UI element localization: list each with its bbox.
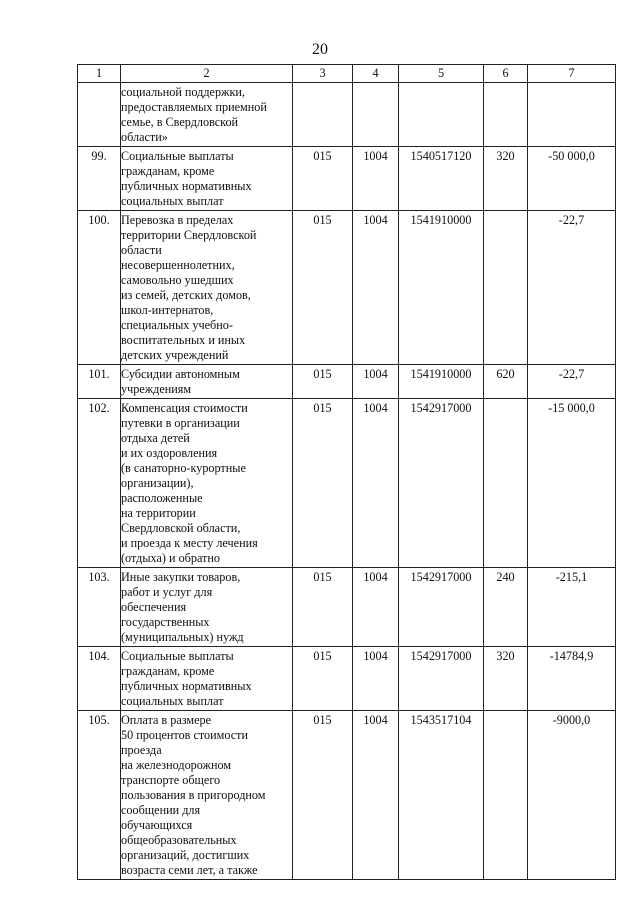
table-header <box>78 65 616 83</box>
row-code-4: 1004 <box>353 211 399 365</box>
row-number: 100. <box>78 211 121 365</box>
row-name: Компенсация стоимости путевки в организации отдыха детей и их оздоровления (в санаторно-курортные организации), расположенные на территории Свердловской области, и проезда к месту лечения (отдыха) и обратно <box>121 399 293 568</box>
row-code-6: 240 <box>484 568 528 647</box>
row-code-5: 1541910000 <box>399 365 484 399</box>
row-number: 101. <box>78 365 121 399</box>
row-number: 102. <box>78 399 121 568</box>
table-row <box>78 211 616 365</box>
table-row <box>78 365 616 399</box>
row-name: Перевозка в пределах территории Свердловской области несовершеннолетних, самовольно ушедших из семей, детских домов, школ-интернатов, специальных учебно- воспитательных и иных детских учреждений <box>121 211 293 365</box>
column-header-1: 1 <box>78 65 121 83</box>
row-amount: -14784,9 <box>528 647 616 711</box>
row-number: 105. <box>78 711 121 880</box>
row-amount <box>528 83 616 147</box>
row-code-4: 1004 <box>353 711 399 880</box>
table-row <box>78 647 616 711</box>
row-code-4: 1004 <box>353 147 399 211</box>
column-header-5: 5 <box>399 65 484 83</box>
table-row <box>78 711 616 880</box>
row-amount: -15 000,0 <box>528 399 616 568</box>
row-amount: -22,7 <box>528 365 616 399</box>
row-code-6: 620 <box>484 365 528 399</box>
row-code-3 <box>293 83 353 147</box>
row-code-6 <box>484 211 528 365</box>
row-code-6 <box>484 83 528 147</box>
table-row <box>78 83 616 147</box>
row-code-5: 1542917000 <box>399 647 484 711</box>
row-code-3: 015 <box>293 365 353 399</box>
row-number: 104. <box>78 647 121 711</box>
row-code-5: 1543517104 <box>399 711 484 880</box>
column-header-4: 4 <box>353 65 399 83</box>
row-amount: -9000,0 <box>528 711 616 880</box>
row-code-6: 320 <box>484 647 528 711</box>
budget-table <box>77 64 616 880</box>
table-row <box>78 147 616 211</box>
row-name: Оплата в размере 50 процентов стоимости проезда на железнодорожном транспорте общего пользования в пригородном сообщении для обучающихся общеобразовательных организаций, достигших возраста семи лет, а также <box>121 711 293 880</box>
row-code-5: 1541910000 <box>399 211 484 365</box>
page-number: 20 <box>312 41 328 58</box>
row-code-4: 1004 <box>353 399 399 568</box>
row-code-3: 015 <box>293 399 353 568</box>
row-code-3: 015 <box>293 647 353 711</box>
row-name: Социальные выплаты гражданам, кроме публичных нормативных социальных выплат <box>121 147 293 211</box>
row-code-3: 015 <box>293 211 353 365</box>
row-code-3: 015 <box>293 568 353 647</box>
row-code-5 <box>399 83 484 147</box>
row-amount: -215,1 <box>528 568 616 647</box>
row-code-4: 1004 <box>353 647 399 711</box>
row-code-6 <box>484 399 528 568</box>
row-code-4: 1004 <box>353 568 399 647</box>
row-name: Субсидии автономным учреждениям <box>121 365 293 399</box>
row-code-5: 1540517120 <box>399 147 484 211</box>
table-body <box>78 83 616 880</box>
header-row <box>78 65 616 83</box>
row-number: 99. <box>78 147 121 211</box>
row-code-6 <box>484 711 528 880</box>
row-amount: -50 000,0 <box>528 147 616 211</box>
table-row <box>78 399 616 568</box>
row-name: Социальные выплаты гражданам, кроме публичных нормативных социальных выплат <box>121 647 293 711</box>
row-amount: -22,7 <box>528 211 616 365</box>
row-code-4 <box>353 83 399 147</box>
column-header-2: 2 <box>121 65 293 83</box>
row-number: 103. <box>78 568 121 647</box>
row-name: социальной поддержки, предоставляемых приемной семье, в Свердловской области» <box>121 83 293 147</box>
column-header-7: 7 <box>528 65 616 83</box>
table-row <box>78 568 616 647</box>
row-code-5: 1542917000 <box>399 568 484 647</box>
row-code-4: 1004 <box>353 365 399 399</box>
row-number <box>78 83 121 147</box>
row-code-6: 320 <box>484 147 528 211</box>
column-header-6: 6 <box>484 65 528 83</box>
row-name: Иные закупки товаров, работ и услуг для обеспечения государственных (муниципальных) нужд <box>121 568 293 647</box>
column-header-3: 3 <box>293 65 353 83</box>
row-code-5: 1542917000 <box>399 399 484 568</box>
row-code-3: 015 <box>293 711 353 880</box>
row-code-3: 015 <box>293 147 353 211</box>
